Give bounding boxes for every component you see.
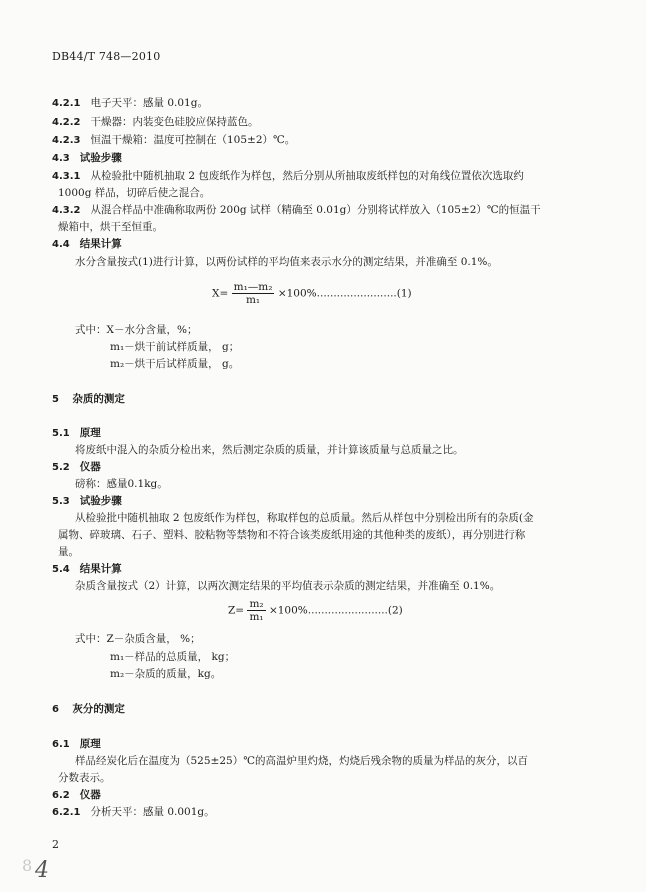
section-title: 杂质的测定 (72, 393, 125, 405)
clause-text: 电子天平：感量 0.01g。 (90, 97, 208, 109)
section-6-heading (52, 702, 125, 717)
heading-title: 结果计算 (79, 238, 122, 250)
heading-4-4 (52, 237, 122, 252)
clause-number: 4.2.3 (52, 135, 81, 146)
formula-lhs: Z= (228, 604, 245, 617)
clause-number: 4.3.1 (52, 171, 81, 182)
where-m2-2: m₂－杂质的质量，kg。 (110, 668, 222, 680)
clause-4-2-1 (52, 96, 208, 111)
heading-number: 5.2 (52, 462, 70, 473)
formula-fraction (232, 281, 275, 306)
heading-title: 原理 (79, 738, 101, 750)
clause-text: 恒温干燥箱：温度可控制在（105±2）℃。 (90, 134, 296, 146)
clause-4-3-1 (52, 169, 524, 184)
paragraph-5-1: 将废纸中混入的杂质分检出来，然后测定杂质的质量，并计算该质量与总质量之比。 (75, 444, 464, 456)
faint-handwritten-mark: 8 (22, 856, 33, 875)
clause-number: 4.3.2 (52, 205, 81, 216)
heading-number: 5.4 (52, 564, 70, 575)
clause-text-line-1: 从检验批中随机抽取 2 包废纸作为样包，然后分别从所抽取废纸样包的对角线位置依次选取约 (90, 170, 524, 182)
heading-number: 6.2 (52, 790, 70, 801)
where-m1-2: m₁－样品的总质量， kg； (110, 651, 236, 663)
formula-tail: ×100% (268, 604, 308, 617)
clause-text-line-1: 从混合样品中准确称取两份 200g 试样（精确至 0.01g）分别将试样放入（105±2）℃的恒温干 (90, 204, 541, 216)
paragraph-4-4: 水分含量按式(1)进行计算，以两份试样的平均值来表示水分的测定结果，并准确至 0.1%。 (75, 256, 498, 268)
formula-1 (212, 281, 412, 306)
formula-2 (228, 598, 403, 623)
paragraph-5-3-line-3: 量。 (58, 546, 79, 558)
clause-4-3-2-line-2: 燥箱中，烘干至恒重。 (58, 221, 163, 233)
heading-number: 4.4 (52, 239, 70, 250)
formula-leader-dots: ........................ (316, 287, 397, 300)
section-number: 6 (52, 704, 59, 715)
formula-reference: (2) (387, 604, 403, 617)
clause-number: 4.2.2 (52, 117, 81, 128)
paragraph-5-3-line-1: 从检验批中随机抽取 2 包废纸作为样包，称取样包的总质量。然后从样包中分别检出所有的杂质(金 (75, 512, 534, 524)
page-number: 2 (52, 838, 59, 851)
heading-5-2 (52, 460, 101, 475)
paragraph-6-1-line-1: 样品经炭化后在温度为（525±25）℃的高温炉里灼烧，灼烧后残余物的质量为样品的灰分，以百 (75, 755, 528, 767)
heading-number: 5.1 (52, 428, 70, 439)
clause-text: 分析天平：感量 0.001g。 (90, 806, 215, 818)
clause-number: 4.2.1 (52, 98, 81, 109)
clause-6-2-1 (52, 805, 215, 820)
heading-number: 5.3 (52, 496, 70, 507)
section-5-heading (52, 392, 125, 407)
clause-4-3-1-line-2: 1000g 样品，切碎后使之混合。 (58, 187, 211, 199)
formula-reference: (1) (396, 287, 412, 300)
heading-6-1 (52, 737, 101, 752)
heading-5-3 (52, 494, 122, 509)
paragraph-5-4: 杂质含量按式（2）计算，以两次测定结果的平均值表示杂质的测定结果，并准确至 0.1%。 (75, 580, 501, 592)
formula-numerator: m₂ (249, 598, 264, 610)
where-intro-2: 式中：Z－杂质含量， %； (75, 633, 201, 645)
heading-number: 4.3 (52, 153, 70, 164)
paragraph-6-1-line-2: 分数表示。 (58, 772, 111, 784)
where-m1-1: m₁－烘干前试样质量， g； (110, 341, 240, 353)
formula-denominator: m₁ (245, 294, 261, 306)
heading-title: 结果计算 (79, 563, 122, 575)
paragraph-5-3-line-2: 属物、碎玻璃、石子、塑料、胶粘物等禁物和不符合该类废纸用途的其他种类的废纸），再分别进行称 (58, 529, 526, 541)
heading-title: 原理 (79, 427, 101, 439)
heading-4-3 (52, 151, 122, 166)
clause-4-2-2 (52, 115, 259, 130)
heading-5-4 (52, 562, 122, 577)
heading-number: 6.1 (52, 739, 70, 750)
heading-title: 仪器 (79, 789, 101, 801)
section-title: 灰分的测定 (72, 703, 125, 715)
heading-title: 试验步骤 (79, 152, 122, 164)
paragraph-5-2: 磅称：感量0.1kg。 (75, 478, 168, 490)
clause-4-2-3 (52, 133, 295, 148)
formula-lhs: X= (212, 287, 229, 300)
heading-6-2 (52, 788, 101, 803)
handwritten-mark: 4 (35, 858, 49, 883)
formula-numerator: m₁—m₂ (233, 281, 273, 293)
heading-title: 仪器 (79, 461, 101, 473)
formula-fraction (247, 598, 265, 623)
heading-5-1 (52, 426, 101, 441)
section-number: 5 (52, 394, 59, 405)
formula-denominator: m₁ (249, 611, 264, 623)
formula-leader-dots: ........................ (307, 604, 388, 617)
clause-4-3-2 (52, 203, 541, 218)
clause-number: 6.2.1 (52, 807, 81, 818)
formula-tail: ×100% (277, 287, 317, 300)
heading-title: 试验步骤 (79, 495, 122, 507)
clause-text: 干燥器：内装变色硅胶应保持蓝色。 (90, 116, 259, 128)
where-intro-1: 式中：X－水分含量，%； (75, 324, 198, 336)
document-id: DB44/T 748—2010 (52, 50, 161, 63)
where-m2-1: m₂－烘干后试样质量， g。 (110, 358, 240, 370)
